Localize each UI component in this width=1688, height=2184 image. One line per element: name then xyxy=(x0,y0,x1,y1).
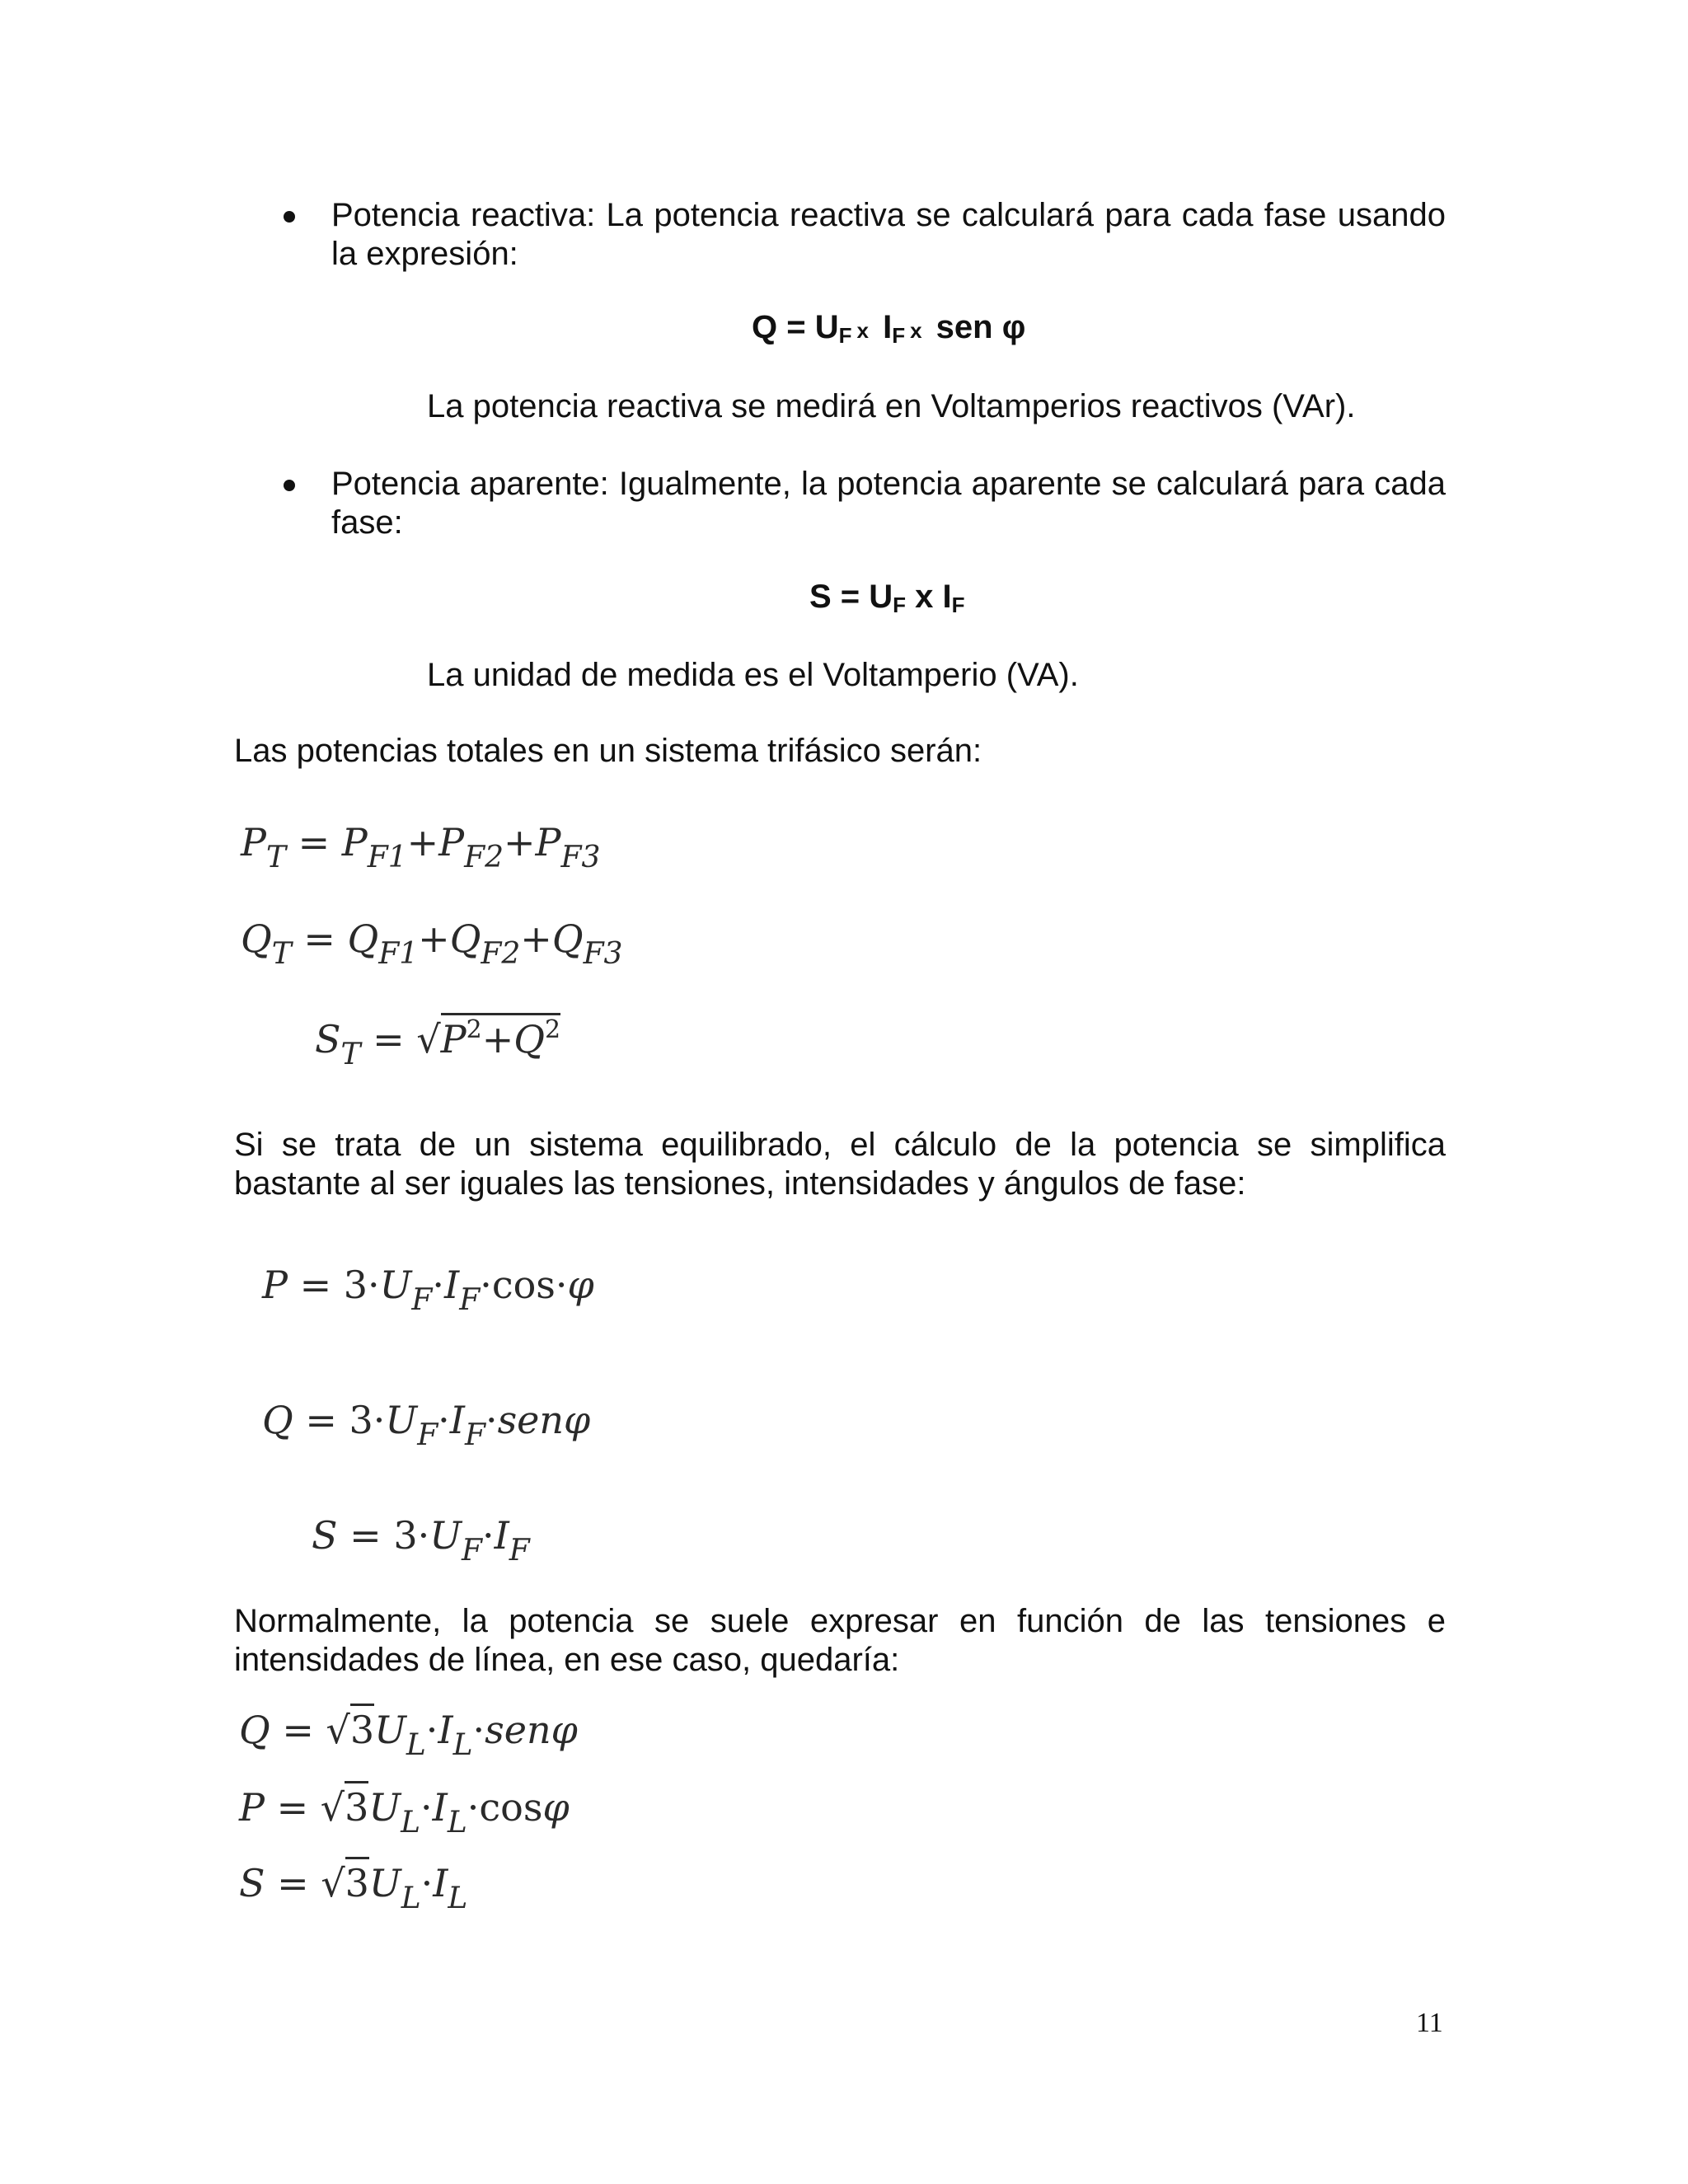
sqrt-symbol: √ xyxy=(416,1017,441,1062)
formula-reactive-power: $Q = U_F$ x $I_F$ x sen φ xyxy=(752,309,1026,348)
bullet-point xyxy=(284,211,295,223)
formula-balanced-p: $P = 3\cdot U_F\cdot I_F\cdot\cos\cdot\varphi$ xyxy=(262,1263,594,1317)
unit-note-apparent: La unidad de medida es el Voltamperio (VA). xyxy=(427,657,1079,693)
formula-apparent-power: $S = U_F$ x $I_F$ xyxy=(809,579,965,617)
formula-balanced-q: $Q = 3\cdot U_F\cdot I_F\cdot sen\varphi$ xyxy=(262,1398,591,1452)
formula-total-p: $P_T = P_{F1}+P_{F2}+P_{F3}$ xyxy=(241,820,601,874)
totals-intro: Las potencias totales en un sistema trifásico serán: xyxy=(234,733,982,769)
bullet-text-apparent: Potencia aparente: Igualmente, la potencia aparente se calculará para cada fase: xyxy=(331,466,1446,541)
formula-balanced-s: $S = 3\cdot U_F\cdot I_F$ xyxy=(312,1513,530,1568)
page-number: 11 xyxy=(1416,2008,1443,2038)
formula-line-s: $S = √3U_L\cdot I_L$ xyxy=(239,1861,467,1915)
unit-note-reactive: La potencia reactiva se medirá en Voltamperios reactivos (VAr). xyxy=(427,388,1356,424)
formula-line-q: $Q = √3U_L\cdot I_L\cdot sen\varphi$ xyxy=(239,1708,578,1762)
line-intro: Normalmente, la potencia se suele expresar en función de las tensiones e intensidades de línea, en ese caso, quedaría: xyxy=(234,1603,1446,1678)
bullet-point xyxy=(284,480,295,491)
sqrt-symbol: √ xyxy=(326,1708,350,1752)
formula-total-s: $S_T = √P^2+Q^2$ xyxy=(315,1015,560,1071)
balanced-intro: Si se trata de un sistema equilibrado, el cálculo de la potencia se simplifica bastante al ser iguales las tensiones, intensidades y ángulos de fase: xyxy=(234,1127,1446,1202)
formula-line-p: $P = √3U_L\cdot I_L\cdot\cos\varphi$ xyxy=(239,1785,570,1840)
sqrt-symbol: √ xyxy=(321,1861,345,1905)
bullet-text-reactive: Potencia reactiva: La potencia reactiva se calculará para cada fase usando la expresión: xyxy=(331,197,1446,272)
sqrt-symbol: √ xyxy=(320,1785,345,1830)
formula-total-q: $Q_T = Q_{F1}+Q_{F2}+Q_{F3}$ xyxy=(241,916,623,971)
